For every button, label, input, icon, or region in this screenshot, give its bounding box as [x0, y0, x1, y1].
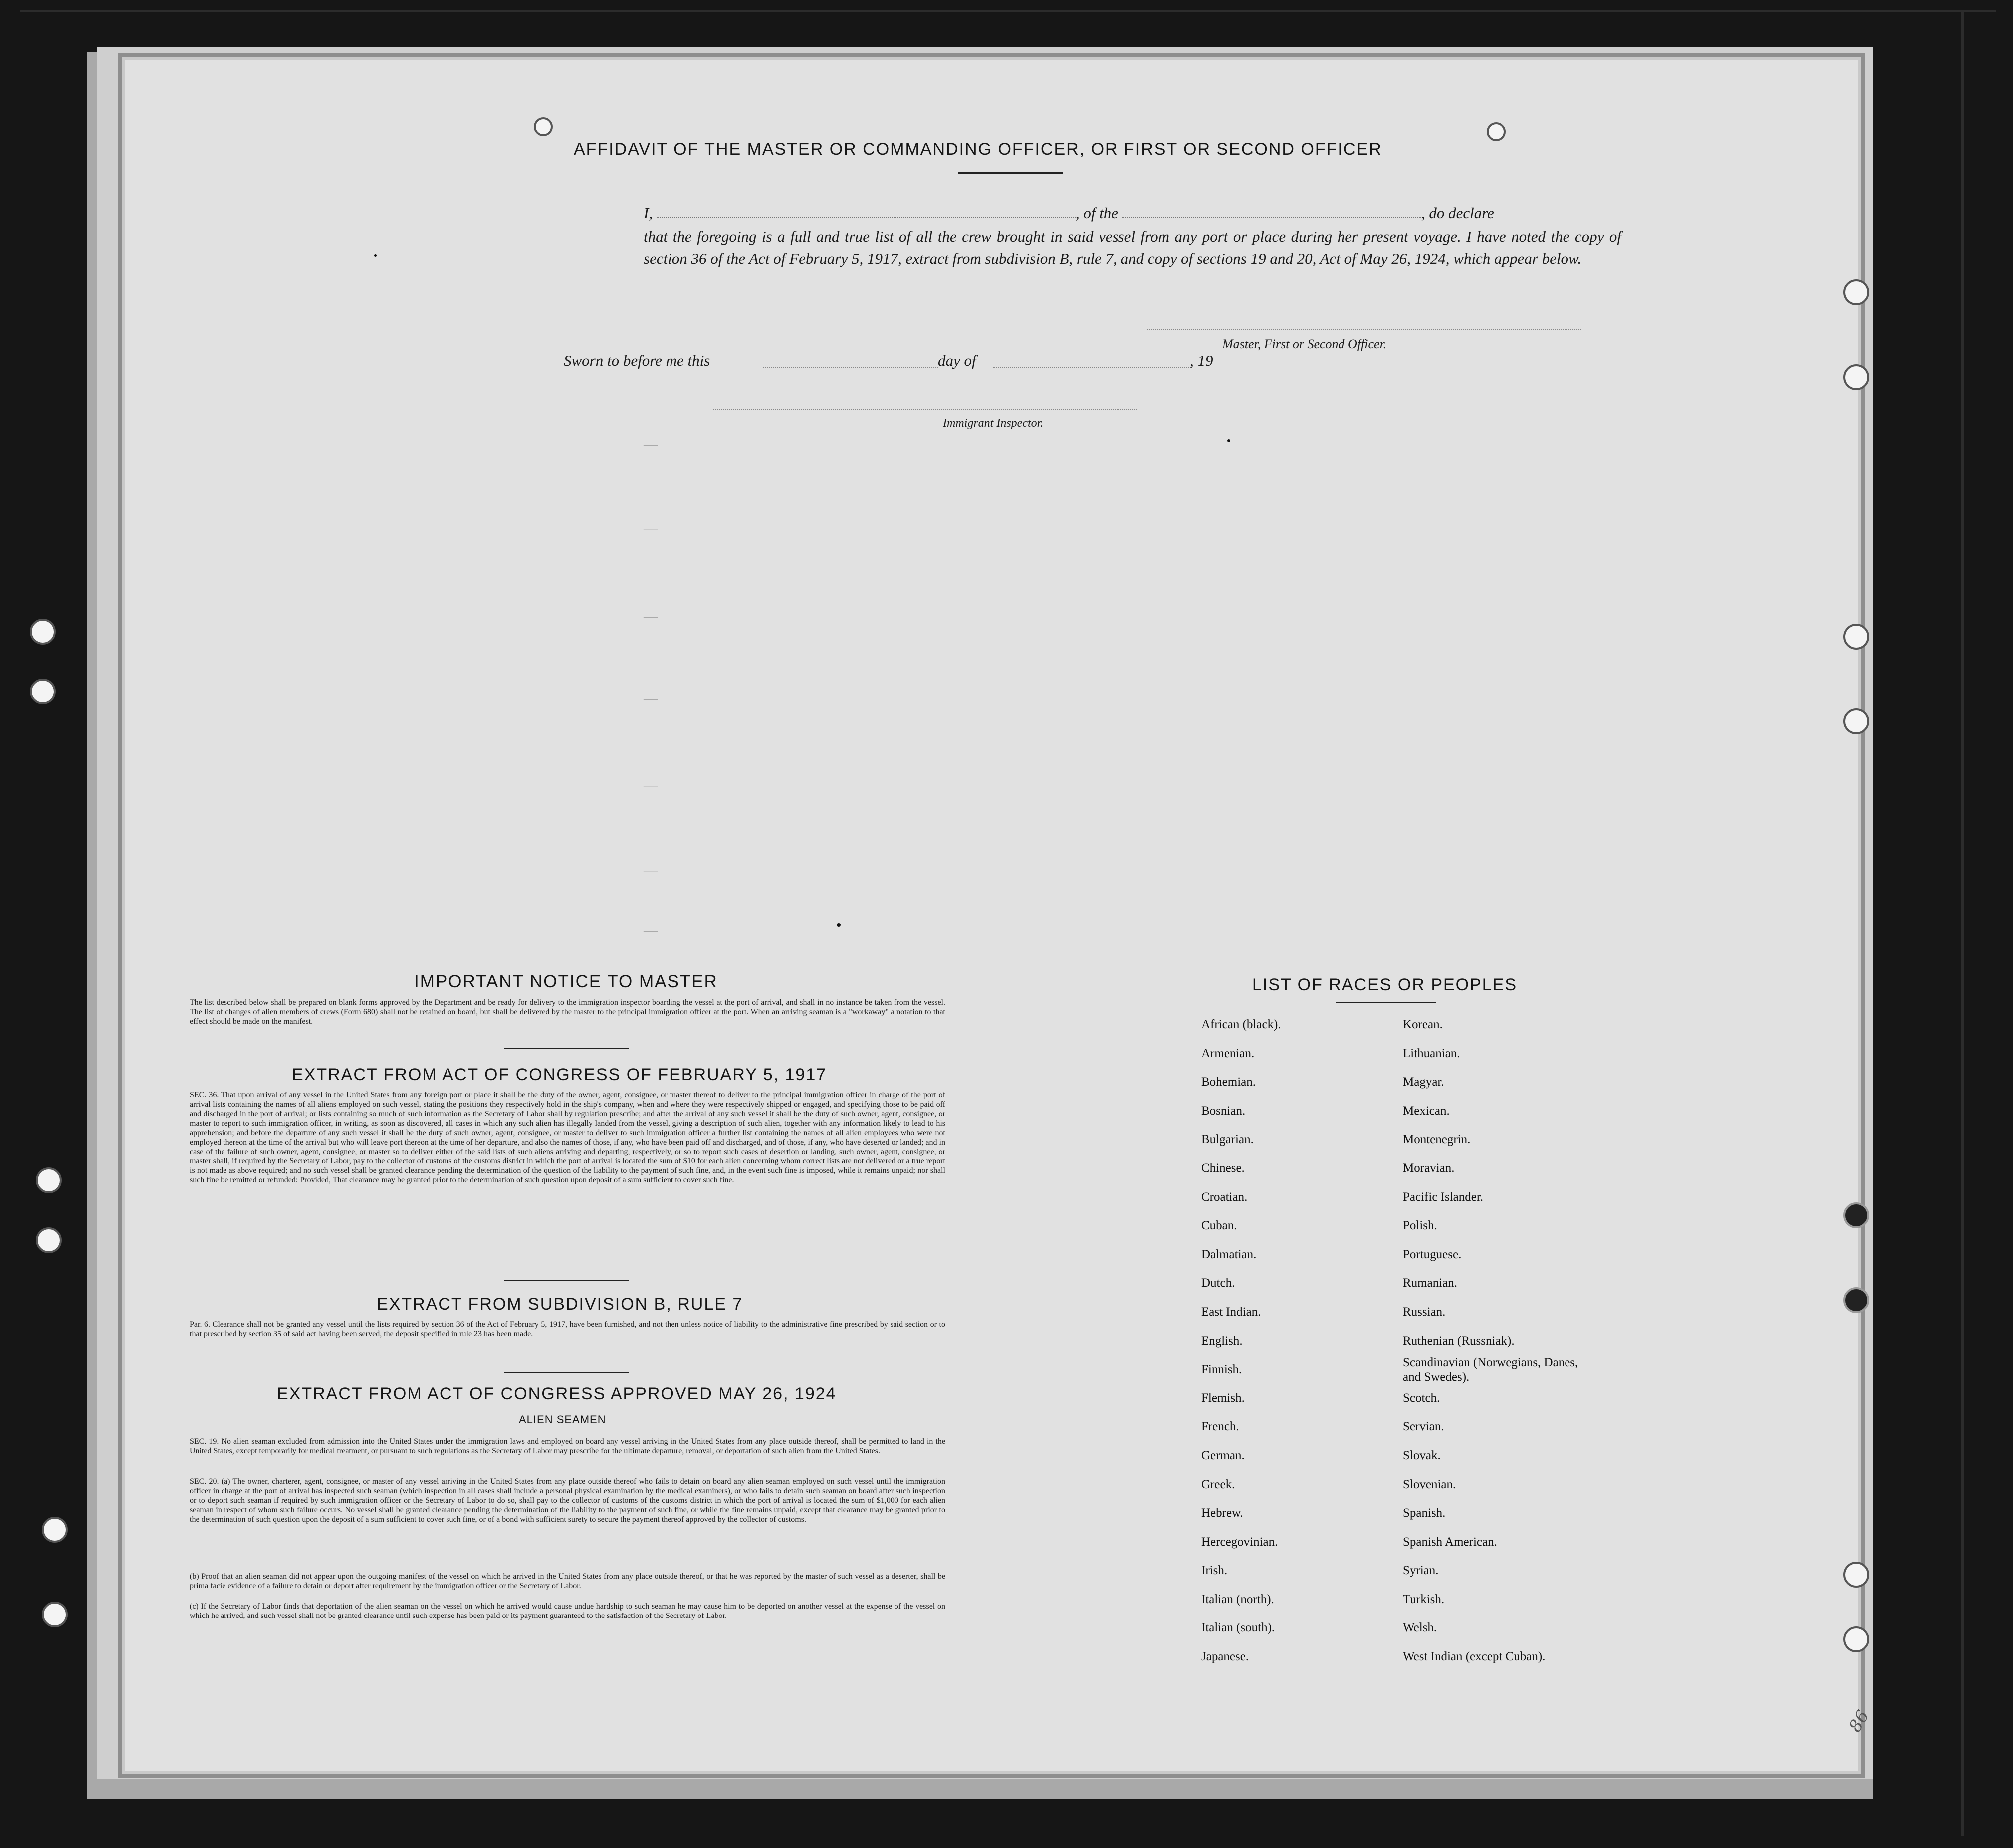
extract-1917-title: EXTRACT FROM ACT OF CONGRESS OF FEBRUARY 5, 1917 — [292, 1065, 827, 1084]
divider — [1336, 1002, 1436, 1003]
section-20c-text: (c) If the Secretary of Labor finds that deportation of the alien seaman on the vessel on which he arrived would cause undue hardship to such seaman he may cause him to be deported on another vessel at the expense of the vessel on which he arrived, and such vessel shall not be granted clearance until such expense has been paid or its payment guaranteed to the satisfaction of the Secretary of Labor. — [190, 1602, 945, 1620]
binder-hole — [36, 1167, 62, 1193]
race-item: Pacific Islander. — [1403, 1190, 1484, 1204]
bleed-mark: — — [644, 863, 658, 879]
page-hole — [1487, 122, 1506, 141]
page-hole — [1843, 1287, 1869, 1313]
name-blank — [657, 202, 1076, 218]
race-item: Finnish. — [1201, 1363, 1242, 1377]
race-item: Hercegovinian. — [1201, 1535, 1278, 1549]
ink-speck — [374, 254, 377, 257]
month-blank — [993, 367, 1192, 368]
extract-rule7-text: Par. 6. Clearance shall not be granted any vessel until the lists required by section 36 of the Act of February 5, 1917, have been furnished, and not then unless notice of liability to the administrative fine prescribed by said section or to that prescribed by section 35 of said act having been served, the deposit specified in rule 23 has been made. — [190, 1320, 945, 1338]
race-item: Syrian. — [1403, 1564, 1439, 1578]
race-item: German. — [1201, 1448, 1245, 1462]
handwritten-page-number: 86 — [1845, 1707, 1873, 1736]
race-item: Irish. — [1201, 1564, 1228, 1578]
race-item: Korean. — [1403, 1018, 1443, 1031]
divider — [504, 1372, 629, 1373]
race-item: African (black). — [1201, 1018, 1281, 1031]
ink-speck — [837, 923, 841, 927]
page-hole — [1843, 708, 1869, 734]
notice-title: IMPORTANT NOTICE TO MASTER — [414, 972, 718, 991]
page-hole — [1843, 1562, 1869, 1588]
divider — [504, 1280, 629, 1281]
page-hole — [534, 117, 553, 136]
divider — [504, 1048, 629, 1049]
binder-edge — [1961, 10, 1964, 1836]
race-item: Polish. — [1403, 1219, 1437, 1233]
race-item: Magyar. — [1403, 1075, 1444, 1089]
race-item: Flemish. — [1201, 1391, 1245, 1405]
bleed-mark: — — [644, 609, 658, 624]
bleed-mark: — — [644, 691, 658, 706]
divider — [958, 172, 1063, 174]
bleed-mark: — — [644, 923, 658, 938]
bleed-mark: — — [644, 521, 658, 537]
race-item: Japanese. — [1201, 1650, 1249, 1664]
affidavit-i-label: I, — [644, 204, 653, 222]
sworn-label: Sworn to before me this — [564, 352, 710, 369]
bleed-mark: — — [644, 778, 658, 794]
day-of-label: day of — [938, 352, 976, 369]
race-item: French. — [1201, 1420, 1239, 1434]
page-hole — [1843, 1202, 1869, 1228]
binder-hole — [42, 1602, 68, 1627]
master-signature-label: Master, First or Second Officer. — [1222, 337, 1387, 351]
binder-hole — [42, 1517, 68, 1543]
race-item: Russian. — [1403, 1305, 1446, 1319]
race-item: Slovak. — [1403, 1448, 1441, 1462]
race-item: Spanish. — [1403, 1506, 1446, 1520]
extract-1924-title: EXTRACT FROM ACT OF CONGRESS APPROVED MAY 26, 1924 — [277, 1385, 837, 1403]
race-item: Montenegrin. — [1403, 1133, 1471, 1147]
vessel-blank — [1122, 202, 1421, 218]
race-item: Bosnian. — [1201, 1104, 1246, 1118]
race-item: Servian. — [1403, 1420, 1444, 1434]
race-item: Cuban. — [1201, 1219, 1237, 1233]
document-page — [125, 60, 1873, 1771]
race-item: Chinese. — [1201, 1161, 1245, 1175]
race-item: Moravian. — [1403, 1161, 1455, 1175]
race-item: West Indian (except Cuban). — [1403, 1650, 1546, 1664]
race-item: English. — [1201, 1334, 1243, 1348]
master-signature-line — [1147, 329, 1581, 330]
page-hole — [1843, 624, 1869, 650]
section-19-text: SEC. 19. No alien seaman excluded from admission into the United States under the immigration laws and employed on board any vessel arriving in the United States from any place outside thereof, shall be permitted to land in the United States, except temporarily for medical treatment, or pursuant to such regulations as the Secretary of Labor may prescribe for the ultimate departure, removal, or deportation of such alien from the United States. — [190, 1437, 945, 1455]
races-title: LIST OF RACES OR PEOPLES — [1252, 975, 1518, 994]
notice-text: The list described below shall be prepared on blank forms approved by the Department and be ready for delivery to the immigration inspector boarding the vessel at the port of arrival, and shall in no instance be taken from the vessel. The list of changes of alien members of crews (Form 680) shall not be retained on board, but shall be delivered by the master to the principal immigration officer at the port. When an arriving seaman is a "workaway" a notation to that effect should be made on the manifest. — [190, 998, 945, 1026]
extract-1917-text: SEC. 36. That upon arrival of any vessel in the United States from any foreign port or place it shall be the duty of the owner, agent, consignee, or master thereof to deliver to the principal immigration officer in charge of the port of arrival lists containing the names of all aliens employed on such vessel, stating the positions they respectively hold in the ship's company, when and where they were respectively shipped or engaged, and specifying those to be paid off and discharged in the port of arrival; or lists containing so much of such information as the Secretary of Labor shall by regulation prescribe; and after the arrival of any such vessel it shall be the duty of such owner, agent, consignee, or master to report to such immigration officer, in writing, as soon as discovered, all cases in which any such alien has illegally landed from the vessel, giving a description of such alien, together with any information likely to lead to his apprehension; and before the departure of any such vessel it shall be the duty of such owner, agent, consignee, or master to deliver to such immigration officer a further list containing the names of all alien employees who were not employed thereon at the time of the arrival but who will leave port thereon at the time of her departure, and also the names of those, if any, who have been paid off and discharged, and of those, if any, who have deserted or landed; and in case of the failure of such owner, agent, consignee, or master so to deliver either of the said lists of such aliens arriving and departing, respectively, or so to report such cases of desertion or landing, such owner, agent, consignee, or master shall, if required by the Secretary of Labor, pay to the collector of customs of the customs district in which the port of arrival is located the sum of $10 for each alien concerning whom correct lists are not delivered or a true report is not made as above required; and no such vessel shall be granted clearance pending the determination of the question of the liability to the payment of such fine, and, in the event such fine is imposed, while it remains unpaid; nor shall such fine be remitted or refunded: Provided, That clearance may be granted prior to the determination of such question upon deposit of a sum sufficient to cover such fine. — [190, 1091, 945, 1184]
inspector-label: Immigrant Inspector. — [943, 417, 1044, 430]
ink-speck — [1227, 439, 1230, 442]
race-item: Dutch. — [1201, 1276, 1235, 1290]
alien-seamen-subtitle: ALIEN SEAMEN — [519, 1413, 606, 1426]
binder-hole — [30, 679, 56, 704]
page-hole — [1843, 1626, 1869, 1652]
race-item: Bulgarian. — [1201, 1133, 1254, 1147]
race-item: Italian (north). — [1201, 1592, 1274, 1606]
binder-hole — [36, 1227, 62, 1253]
affidavit-of-the: , of the — [1075, 204, 1118, 222]
race-item: Scotch. — [1403, 1391, 1440, 1405]
race-item: Armenian. — [1201, 1046, 1255, 1060]
race-item: Lithuanian. — [1403, 1046, 1460, 1060]
race-item: Rumanian. — [1403, 1276, 1458, 1290]
affidavit-declaration-line — [644, 202, 1621, 224]
affidavit-title: AFFIDAVIT OF THE MASTER OR COMMANDING OFFICER, OR FIRST OR SECOND OFFICER — [574, 140, 1382, 159]
binder-edge — [20, 10, 1996, 12]
race-item: Spanish American. — [1403, 1535, 1497, 1549]
race-item: Turkish. — [1403, 1592, 1445, 1606]
races-left-column — [1201, 1010, 1281, 1671]
race-item: Hebrew. — [1201, 1506, 1243, 1520]
section-20a-text: SEC. 20. (a) The owner, charterer, agent, consignee, or master of any vessel arriving in the United States from any place outside thereof who fails to detain on board any alien seaman employed on such vessel until the immigration officer in charge at the port of arrival has inspected such seaman (which inspection in all cases shall include a personal physical examination by the medical examiners), or who fails to detain such seaman on board after such inspection or to deport such seaman if required by such immigration officer or the Secretary of Labor to do so, shall pay to the collector of customs of the customs district in which the port of arrival is located the sum of $1,000 for each alien seaman in respect of whom such failure occurs. No vessel shall be granted clearance pending the determination of the liability to the payment of such fine, or while the fine remains unpaid, except that clearance may be granted prior to the determination of such question upon the deposit of a sum sufficient to cover such fine, or of a bond with sufficient surety to secure the payment thereof approved by the collector of customs. — [190, 1477, 945, 1524]
race-item: Greek. — [1201, 1477, 1235, 1491]
race-item: Bohemian. — [1201, 1075, 1256, 1089]
races-right-column — [1403, 1010, 1582, 1671]
affidavit-body: that the foregoing is a full and true list of all the crew brought in said vessel from any port or place during her present voyage. I have noted the copy of section 36 of the Act of February 5, 1917, extract from subdivision B, rule 7, and copy of sections 19 and 20, Act of May 26, 1924, which appear below. — [644, 228, 1621, 267]
race-item: Italian (south). — [1201, 1621, 1275, 1635]
affidavit-do-declare: , do declare — [1421, 204, 1494, 222]
binder-hole — [30, 619, 56, 645]
page-hole — [1843, 279, 1869, 305]
race-item: Mexican. — [1403, 1104, 1450, 1118]
page-hole — [1843, 364, 1869, 390]
extract-rule7-title: EXTRACT FROM SUBDIVISION B, RULE 7 — [377, 1295, 743, 1314]
inspector-signature-line — [713, 409, 1137, 410]
day-blank — [763, 367, 938, 368]
section-20b-text: (b) Proof that an alien seaman did not appear upon the outgoing manifest of the vessel on which he arrived in the United States from any place outside thereof, or that he was reported by the master of such vessel as a deserter, shall be prima facie evidence of a failure to detain or deport after requirement by the immigration officer or the Secretary of Labor. — [190, 1572, 945, 1590]
bleed-mark: — — [644, 437, 658, 452]
race-item: Portuguese. — [1403, 1247, 1462, 1261]
race-item: Ruthenian (Russniak). — [1403, 1334, 1515, 1348]
race-item: Dalmatian. — [1201, 1247, 1257, 1261]
race-item: East Indian. — [1201, 1305, 1261, 1319]
year-prefix: , 19 — [1190, 352, 1213, 369]
race-item: Slovenian. — [1403, 1477, 1456, 1491]
race-item: Welsh. — [1403, 1621, 1437, 1635]
race-item: Croatian. — [1201, 1190, 1248, 1204]
race-item: Scandinavian (Norwegians, Danes, and Swedes). — [1403, 1356, 1578, 1384]
